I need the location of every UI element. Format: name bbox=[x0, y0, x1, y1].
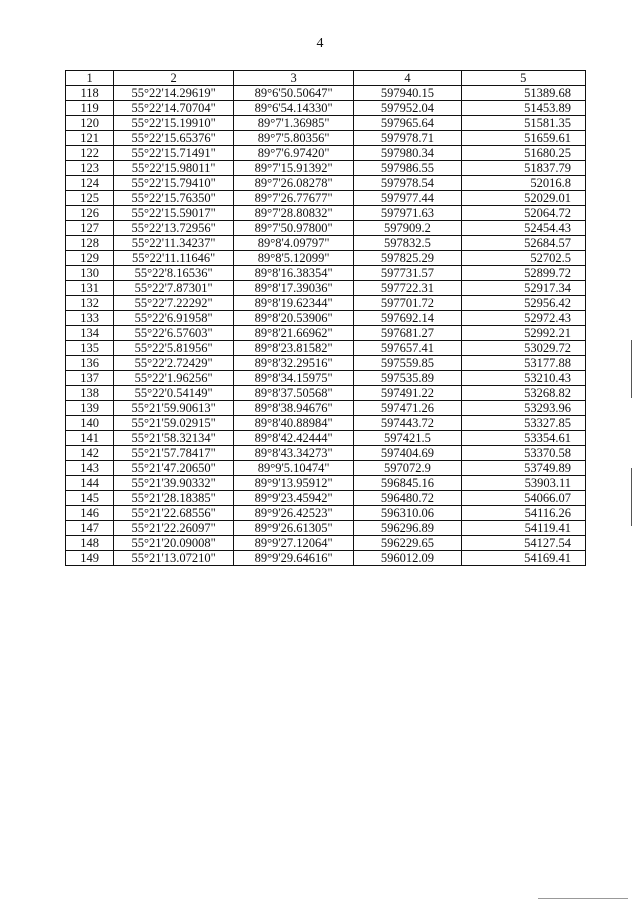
table-cell: 54119.41 bbox=[461, 521, 585, 536]
table-cell: 89°8'34.15975" bbox=[234, 371, 354, 386]
table-cell: 55°21'13.07210" bbox=[114, 551, 234, 566]
table-cell: 55°22'15.79410" bbox=[114, 176, 234, 191]
table-cell: 52956.42 bbox=[461, 296, 585, 311]
table-cell: 89°8'19.62344" bbox=[234, 296, 354, 311]
table-row bbox=[66, 176, 586, 191]
table-cell: 89°8'17.39036" bbox=[234, 281, 354, 296]
table-row bbox=[66, 476, 586, 491]
table-cell: 55°21'22.26097" bbox=[114, 521, 234, 536]
table-cell: 53370.58 bbox=[461, 446, 585, 461]
table-cell: 53327.85 bbox=[461, 416, 585, 431]
table-header-row bbox=[66, 71, 586, 86]
table-cell: 140 bbox=[66, 416, 114, 431]
table-row bbox=[66, 206, 586, 221]
table-cell: 51837.79 bbox=[461, 161, 585, 176]
table-row bbox=[66, 416, 586, 431]
table-cell: 51581.35 bbox=[461, 116, 585, 131]
table-cell: 89°9'5.10474" bbox=[234, 461, 354, 476]
table-cell: 134 bbox=[66, 326, 114, 341]
table-cell: 53268.82 bbox=[461, 386, 585, 401]
table-cell: 597980.34 bbox=[354, 146, 461, 161]
table-cell: 55°22'7.22292" bbox=[114, 296, 234, 311]
table-cell: 149 bbox=[66, 551, 114, 566]
table-row bbox=[66, 146, 586, 161]
table-cell: 143 bbox=[66, 461, 114, 476]
table-cell: 597404.69 bbox=[354, 446, 461, 461]
table-cell: 132 bbox=[66, 296, 114, 311]
table-cell: 55°22'6.57603" bbox=[114, 326, 234, 341]
table-cell: 53029.72 bbox=[461, 341, 585, 356]
table-cell: 55°22'2.72429" bbox=[114, 356, 234, 371]
table-row bbox=[66, 266, 586, 281]
table-cell: 597965.64 bbox=[354, 116, 461, 131]
table-cell: 55°21'22.68556" bbox=[114, 506, 234, 521]
table-cell: 54116.26 bbox=[461, 506, 585, 521]
table-cell: 126 bbox=[66, 206, 114, 221]
table-cell: 121 bbox=[66, 131, 114, 146]
table-cell: 597701.72 bbox=[354, 296, 461, 311]
table-cell: 89°8'21.66962" bbox=[234, 326, 354, 341]
table-cell: 597535.89 bbox=[354, 371, 461, 386]
table-cell: 52992.21 bbox=[461, 326, 585, 341]
table-cell: 89°7'1.36985" bbox=[234, 116, 354, 131]
table-cell: 147 bbox=[66, 521, 114, 536]
table-cell: 89°7'15.91392" bbox=[234, 161, 354, 176]
table-cell: 89°7'28.80832" bbox=[234, 206, 354, 221]
margin-line bbox=[631, 340, 632, 398]
table-row bbox=[66, 536, 586, 551]
table-row bbox=[66, 401, 586, 416]
table-cell: 52064.72 bbox=[461, 206, 585, 221]
table-cell: 142 bbox=[66, 446, 114, 461]
column-header: 3 bbox=[234, 71, 354, 86]
table-cell: 597559.85 bbox=[354, 356, 461, 371]
table-cell: 55°21'39.90332" bbox=[114, 476, 234, 491]
table-cell: 55°21'58.32134" bbox=[114, 431, 234, 446]
table-cell: 55°22'15.76350" bbox=[114, 191, 234, 206]
table-cell: 54127.54 bbox=[461, 536, 585, 551]
page-number: 4 bbox=[316, 36, 324, 51]
table-cell: 596845.16 bbox=[354, 476, 461, 491]
table-cell: 53293.96 bbox=[461, 401, 585, 416]
table-cell: 51659.61 bbox=[461, 131, 585, 146]
table-cell: 119 bbox=[66, 101, 114, 116]
table-row bbox=[66, 341, 586, 356]
table-cell: 139 bbox=[66, 401, 114, 416]
table-cell: 55°22'15.19910" bbox=[114, 116, 234, 131]
table-cell: 597986.55 bbox=[354, 161, 461, 176]
table-cell: 130 bbox=[66, 266, 114, 281]
table-cell: 123 bbox=[66, 161, 114, 176]
column-header: 5 bbox=[461, 71, 585, 86]
table-cell: 129 bbox=[66, 251, 114, 266]
table-cell: 597443.72 bbox=[354, 416, 461, 431]
table-cell: 89°7'26.77677" bbox=[234, 191, 354, 206]
table-cell: 124 bbox=[66, 176, 114, 191]
table-cell: 55°22'14.70704" bbox=[114, 101, 234, 116]
table-cell: 89°9'26.61305" bbox=[234, 521, 354, 536]
table-cell: 144 bbox=[66, 476, 114, 491]
table-cell: 597657.41 bbox=[354, 341, 461, 356]
table-row bbox=[66, 311, 586, 326]
table-cell: 131 bbox=[66, 281, 114, 296]
table-cell: 89°6'54.14330" bbox=[234, 101, 354, 116]
table-cell: 55°22'6.91958" bbox=[114, 311, 234, 326]
table-cell: 55°22'7.87301" bbox=[114, 281, 234, 296]
table-cell: 54066.07 bbox=[461, 491, 585, 506]
table-cell: 597471.26 bbox=[354, 401, 461, 416]
table-cell: 52016.8 bbox=[461, 176, 585, 191]
table-cell: 55°21'47.20650" bbox=[114, 461, 234, 476]
table-cell: 55°21'59.90613" bbox=[114, 401, 234, 416]
table-cell: 55°21'20.09008" bbox=[114, 536, 234, 551]
table-cell: 55°22'15.98011" bbox=[114, 161, 234, 176]
table-cell: 53210.43 bbox=[461, 371, 585, 386]
table-row bbox=[66, 236, 586, 251]
table-cell: 55°22'15.65376" bbox=[114, 131, 234, 146]
table-cell: 89°9'27.12064" bbox=[234, 536, 354, 551]
table-cell: 55°22'0.54149" bbox=[114, 386, 234, 401]
table-cell: 55°22'1.96256" bbox=[114, 371, 234, 386]
table-cell: 128 bbox=[66, 236, 114, 251]
table-cell: 127 bbox=[66, 221, 114, 236]
table-cell: 89°7'50.97800" bbox=[234, 221, 354, 236]
table-cell: 89°8'16.38354" bbox=[234, 266, 354, 281]
table-cell: 89°9'13.95912" bbox=[234, 476, 354, 491]
table-cell: 596012.09 bbox=[354, 551, 461, 566]
table-cell: 55°22'11.11646" bbox=[114, 251, 234, 266]
table-cell: 89°7'26.08278" bbox=[234, 176, 354, 191]
table-row bbox=[66, 431, 586, 446]
table-cell: 597832.5 bbox=[354, 236, 461, 251]
table-cell: 52702.5 bbox=[461, 251, 585, 266]
table-cell: 148 bbox=[66, 536, 114, 551]
table-cell: 120 bbox=[66, 116, 114, 131]
table-cell: 55°22'14.29619" bbox=[114, 86, 234, 101]
table-cell: 133 bbox=[66, 311, 114, 326]
table-cell: 136 bbox=[66, 356, 114, 371]
table-cell: 55°22'13.72956" bbox=[114, 221, 234, 236]
table-row bbox=[66, 326, 586, 341]
margin-line bbox=[631, 468, 632, 526]
table-cell: 55°22'11.34237" bbox=[114, 236, 234, 251]
table-row bbox=[66, 461, 586, 476]
table-cell: 55°21'59.02915" bbox=[114, 416, 234, 431]
table-cell: 53749.89 bbox=[461, 461, 585, 476]
table-cell: 597681.27 bbox=[354, 326, 461, 341]
table-cell: 89°8'37.50568" bbox=[234, 386, 354, 401]
table-cell: 137 bbox=[66, 371, 114, 386]
table-cell: 125 bbox=[66, 191, 114, 206]
table-row bbox=[66, 221, 586, 236]
table-row bbox=[66, 356, 586, 371]
column-header: 2 bbox=[114, 71, 234, 86]
table-cell: 597978.71 bbox=[354, 131, 461, 146]
table-cell: 597491.22 bbox=[354, 386, 461, 401]
table-cell: 596310.06 bbox=[354, 506, 461, 521]
table-cell: 55°21'28.18385" bbox=[114, 491, 234, 506]
table-row bbox=[66, 191, 586, 206]
table-cell: 89°9'23.45942" bbox=[234, 491, 354, 506]
table-cell: 597909.2 bbox=[354, 221, 461, 236]
table-row bbox=[66, 296, 586, 311]
table-cell: 89°8'38.94676" bbox=[234, 401, 354, 416]
bottom-rule bbox=[538, 898, 628, 899]
table-cell: 89°8'32.29516" bbox=[234, 356, 354, 371]
table-cell: 55°21'57.78417" bbox=[114, 446, 234, 461]
table-cell: 597825.29 bbox=[354, 251, 461, 266]
table-cell: 51453.89 bbox=[461, 101, 585, 116]
table-cell: 138 bbox=[66, 386, 114, 401]
table-cell: 55°22'8.16536" bbox=[114, 266, 234, 281]
table-cell: 89°6'50.50647" bbox=[234, 86, 354, 101]
table-cell: 597977.44 bbox=[354, 191, 461, 206]
table-row bbox=[66, 371, 586, 386]
table-cell: 596229.65 bbox=[354, 536, 461, 551]
table-cell: 52972.43 bbox=[461, 311, 585, 326]
table-row bbox=[66, 386, 586, 401]
table-row bbox=[66, 116, 586, 131]
table-cell: 52917.34 bbox=[461, 281, 585, 296]
table-cell: 53177.88 bbox=[461, 356, 585, 371]
table-cell: 597722.31 bbox=[354, 281, 461, 296]
table-cell: 89°8'40.88984" bbox=[234, 416, 354, 431]
table-cell: 141 bbox=[66, 431, 114, 446]
table-cell: 122 bbox=[66, 146, 114, 161]
table-cell: 53354.61 bbox=[461, 431, 585, 446]
table-cell: 597940.15 bbox=[354, 86, 461, 101]
table-row bbox=[66, 281, 586, 296]
table-cell: 55°22'5.81956" bbox=[114, 341, 234, 356]
table-cell: 597952.04 bbox=[354, 101, 461, 116]
column-header: 4 bbox=[354, 71, 461, 86]
table-cell: 89°9'26.42523" bbox=[234, 506, 354, 521]
table-row bbox=[66, 491, 586, 506]
table-cell: 53903.11 bbox=[461, 476, 585, 491]
table-row bbox=[66, 131, 586, 146]
table-cell: 118 bbox=[66, 86, 114, 101]
table-row bbox=[66, 161, 586, 176]
table-cell: 55°22'15.59017" bbox=[114, 206, 234, 221]
table-row bbox=[66, 101, 586, 116]
table-cell: 146 bbox=[66, 506, 114, 521]
table-row bbox=[66, 551, 586, 566]
table-cell: 89°7'5.80356" bbox=[234, 131, 354, 146]
table-cell: 596296.89 bbox=[354, 521, 461, 536]
table-cell: 51389.68 bbox=[461, 86, 585, 101]
table-cell: 597421.5 bbox=[354, 431, 461, 446]
table-cell: 89°8'42.42444" bbox=[234, 431, 354, 446]
table-body bbox=[66, 86, 586, 566]
table-cell: 597731.57 bbox=[354, 266, 461, 281]
table-cell: 52684.57 bbox=[461, 236, 585, 251]
table-cell: 89°7'6.97420" bbox=[234, 146, 354, 161]
table-cell: 597692.14 bbox=[354, 311, 461, 326]
table-row bbox=[66, 446, 586, 461]
table-cell: 596480.72 bbox=[354, 491, 461, 506]
table-cell: 89°9'29.64616" bbox=[234, 551, 354, 566]
table-cell: 145 bbox=[66, 491, 114, 506]
table-cell: 89°8'43.34273" bbox=[234, 446, 354, 461]
table-row bbox=[66, 521, 586, 536]
table-cell: 135 bbox=[66, 341, 114, 356]
table-cell: 89°8'4.09797" bbox=[234, 236, 354, 251]
column-header: 1 bbox=[66, 71, 114, 86]
table-cell: 52029.01 bbox=[461, 191, 585, 206]
table-cell: 89°8'20.53906" bbox=[234, 311, 354, 326]
table-cell: 52899.72 bbox=[461, 266, 585, 281]
table-cell: 55°22'15.71491" bbox=[114, 146, 234, 161]
table-cell: 597072.9 bbox=[354, 461, 461, 476]
coordinates-table bbox=[65, 70, 586, 566]
table-cell: 51680.25 bbox=[461, 146, 585, 161]
table-cell: 54169.41 bbox=[461, 551, 585, 566]
table-row bbox=[66, 251, 586, 266]
table-cell: 597971.63 bbox=[354, 206, 461, 221]
table-cell: 52454.43 bbox=[461, 221, 585, 236]
table-row bbox=[66, 506, 586, 521]
table-cell: 89°8'23.81582" bbox=[234, 341, 354, 356]
table-row bbox=[66, 86, 586, 101]
table-cell: 89°8'5.12099" bbox=[234, 251, 354, 266]
table-cell: 597978.54 bbox=[354, 176, 461, 191]
